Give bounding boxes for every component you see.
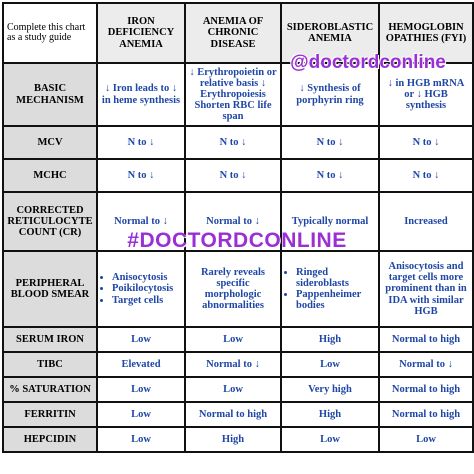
cell-basic-iron-deficiency: ↓ Iron leads to ↓ in heme synthesis [97,63,185,126]
cell-basic-chronic-disease: ↓ Erythropoietin or relative basis ↓ Erythropoiesis Shorten RBC life span [185,63,281,126]
anemia-comparison-table [2,2,474,453]
cell-retic-hemoglobinopathies: Increased [379,192,473,251]
cell-mchc-iron-deficiency: N to ↓ [97,159,185,192]
row-tibc [3,352,473,377]
row-serum-iron [3,327,473,352]
cell-mchc-sideroblastic: N to ↓ [281,159,379,192]
cell-iron-iron-deficiency: Low [97,327,185,352]
list-item: • Poikilocytosis [112,283,181,294]
row-label-ferritin: FERRITIN [3,402,97,427]
cell-smear-sideroblastic [281,251,379,327]
column-header-sideroblastic: SIDEROBLASTIC ANEMIA [281,3,379,63]
cell-iron-sideroblastic: High [281,327,379,352]
row-mchc [3,159,473,192]
cell-retic-iron-deficiency: Normal to ↓ [97,192,185,251]
watermark-handle: @doctordconline [290,52,446,73]
row-label-mcv: MCV [3,126,97,159]
column-header-hemoglobinopathies: HEMOGLOBIN OPATHIES (FYI) [379,3,473,63]
list-item: • Ringed sideroblasts [296,267,375,289]
cell-retic-chronic-disease: Normal to ↓ [185,192,281,251]
cell-iron-chronic-disease: Low [185,327,281,352]
row-label-hepcidin: HEPCIDIN [3,427,97,452]
column-header-iron-deficiency: IRON DEFICIENCY ANEMIA [97,3,185,63]
cell-ferritin-chronic-disease: Normal to high [185,402,281,427]
cell-hepcidin-iron-deficiency: Low [97,427,185,452]
cell-hepcidin-hemoglobinopathies: Low [379,427,473,452]
cell-hepcidin-sideroblastic: Low [281,427,379,452]
cell-sat-chronic-disease: Low [185,377,281,402]
row-saturation [3,377,473,402]
cell-mchc-hemoglobinopathies: N to ↓ [379,159,473,192]
study-guide-note: Complete this chart as a study guide [3,3,97,63]
cell-tibc-iron-deficiency: Elevated [97,352,185,377]
row-label-tibc: TIBC [3,352,97,377]
cell-sat-sideroblastic: Very high [281,377,379,402]
list-item: • Anisocytosis [112,272,181,283]
cell-tibc-sideroblastic: Low [281,352,379,377]
row-label-reticulocyte-count: CORRECTED RETICULOCYTE COUNT (CR) [3,192,97,251]
row-reticulocyte-count [3,192,473,251]
cell-basic-hemoglobinopathies: ↓ in HGB mRNA or ↓ HGB synthesis [379,63,473,126]
cell-ferritin-sideroblastic: High [281,402,379,427]
cell-mcv-iron-deficiency: N to ↓ [97,126,185,159]
row-label-mchc: MCHC [3,159,97,192]
cell-tibc-chronic-disease: Normal to ↓ [185,352,281,377]
row-hepcidin [3,427,473,452]
cell-sat-iron-deficiency: Low [97,377,185,402]
smear-findings-list [285,267,375,311]
column-header-chronic-disease: ANEMIA OF CHRONIC DISEASE [185,3,281,63]
row-label-peripheral-smear: PERIPHERAL BLOOD SMEAR [3,251,97,327]
cell-mcv-sideroblastic: N to ↓ [281,126,379,159]
cell-smear-hemoglobinopathies: Anisocytosis and target cells more prominent than in IDA with similar HGB [379,251,473,327]
list-item: • Target cells [112,295,181,306]
cell-iron-hemoglobinopathies: Normal to high [379,327,473,352]
cell-mcv-chronic-disease: N to ↓ [185,126,281,159]
cell-mchc-chronic-disease: N to ↓ [185,159,281,192]
smear-findings-list [101,272,181,305]
cell-sat-hemoglobinopathies: Normal to high [379,377,473,402]
header-row [3,3,473,63]
cell-retic-sideroblastic: Typically normal [281,192,379,251]
row-label-basic-mechanism: BASIC MECHANISM [3,63,97,126]
cell-tibc-hemoglobinopathies: Normal to ↓ [379,352,473,377]
cell-basic-sideroblastic: ↓ Synthesis of porphyrin ring [281,63,379,126]
cell-smear-chronic-disease: Rarely reveals specific morphologic abnormalities [185,251,281,327]
row-label-serum-iron: SERUM IRON [3,327,97,352]
cell-ferritin-iron-deficiency: Low [97,402,185,427]
row-label-saturation: % SATURATION [3,377,97,402]
row-peripheral-smear [3,251,473,327]
row-mcv [3,126,473,159]
cell-ferritin-hemoglobinopathies: Normal to high [379,402,473,427]
cell-mcv-hemoglobinopathies: N to ↓ [379,126,473,159]
cell-hepcidin-chronic-disease: High [185,427,281,452]
row-basic-mechanism [3,63,473,126]
watermark-hashtag: #DOCTORDCONLINE [127,229,347,252]
list-item: • Pappenheimer bodies [296,289,375,311]
cell-smear-iron-deficiency [97,251,185,327]
row-ferritin [3,402,473,427]
